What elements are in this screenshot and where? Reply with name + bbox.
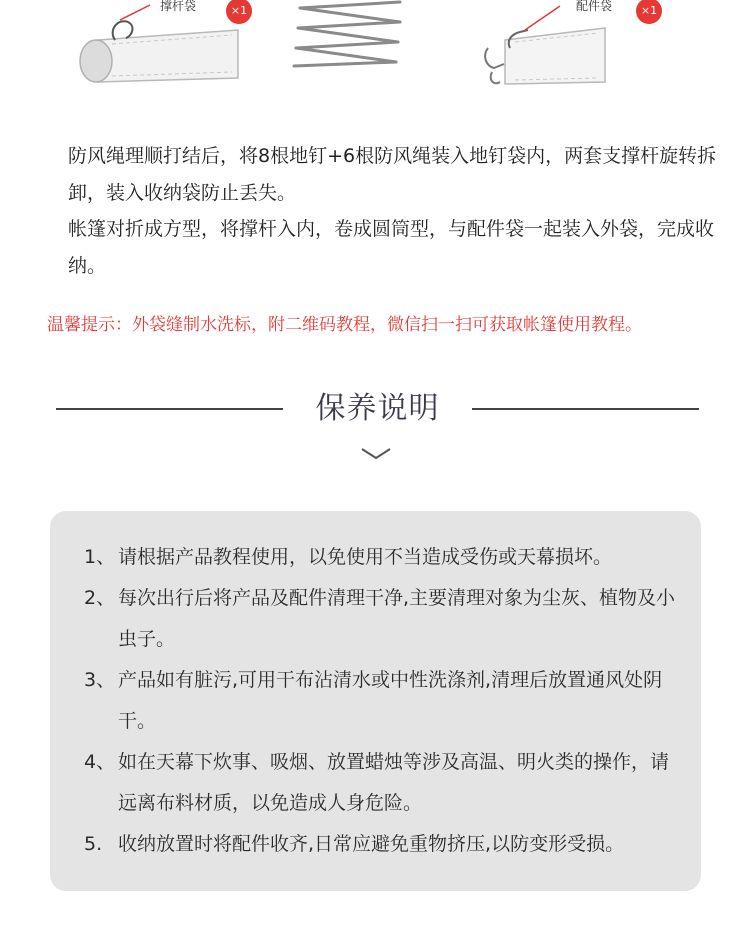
packing-instructions: [68, 138, 728, 284]
item-number: 1、: [84, 546, 116, 568]
item-number: 5.: [84, 833, 103, 855]
maintenance-card: [50, 511, 701, 891]
packing-illustrations: [0, 0, 750, 100]
pole-bag-tag: 撑杆袋: [160, 0, 197, 12]
accessory-bag-tag: 配件袋: [576, 0, 613, 12]
list-item: [84, 824, 684, 865]
accessory-bag-count-badge: ×1: [636, 0, 662, 24]
maintenance-list: [84, 537, 684, 865]
pole-bag-image: [80, 5, 238, 82]
list-item: [84, 578, 684, 660]
list-item: [84, 537, 684, 578]
item-text: 产品如有脏污,可用干布沾清水或中性洗涤剂,清理后放置通风处阴干。: [118, 669, 663, 732]
pole-bag-count-badge: ×1: [226, 0, 252, 24]
list-item: [84, 660, 684, 742]
folded-poles-image: [294, 2, 400, 66]
item-text: 如在天幕下炊事、吸烟、放置蜡烛等涉及高温、明火类的操作，请远离布料材质，以免造成人身危险。: [118, 751, 670, 814]
section-title: 保养说明: [315, 391, 440, 426]
chevron-down-icon: [360, 447, 392, 461]
item-number: 2、: [84, 587, 116, 609]
warm-tip: 温馨提示：外袋缝制水洗标，附二维码教程，微信扫一扫可获取帐篷使用教程。: [47, 315, 642, 335]
list-item: [84, 742, 684, 824]
item-number: 3、: [84, 669, 116, 691]
section-divider-left: [56, 408, 283, 410]
section-divider-right: [472, 408, 699, 410]
item-number: 4、: [84, 751, 116, 773]
instruction-paragraph: 帐篷对折成方型，将撑杆入内，卷成圆筒型，与配件袋一起装入外袋，完成收纳。: [68, 218, 715, 277]
accessory-bag-image: [485, 6, 605, 84]
item-text: 请根据产品教程使用，以免使用不当造成受伤或天幕损坏。: [118, 546, 613, 568]
instruction-paragraph: 防风绳理顺打结后，将8根地钉+6根防风绳装入地钉袋内，两套支撑杆旋转拆卸，装入收纳袋防止丢失。: [68, 145, 717, 204]
item-text: 收纳放置时将配件收齐,日常应避免重物挤压,以防变形受损。: [118, 833, 625, 855]
item-text: 每次出行后将产品及配件清理干净,主要清理对象为尘灰、植物及小虫子。: [118, 587, 676, 650]
